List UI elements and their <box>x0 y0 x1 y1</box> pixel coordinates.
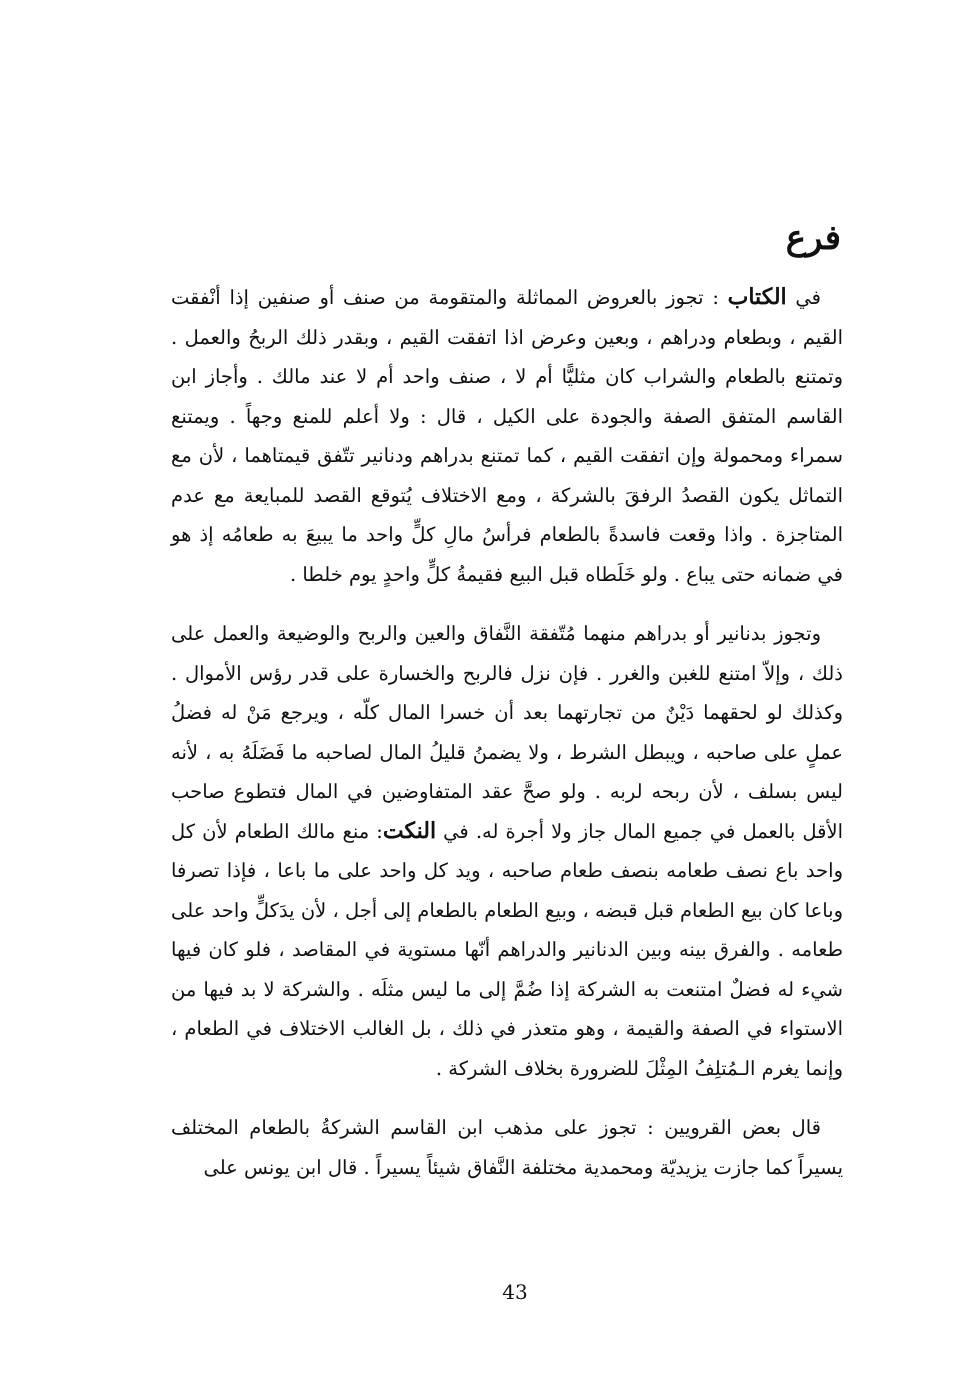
page-number: 43 <box>502 1280 528 1304</box>
keyword-al-nukat: النكت <box>382 817 437 844</box>
text-segment: : تجوز بالعروض المماثلة والمتقومة من صنف أو صنفين إذا أنْفقت القيم ، وبطعام ودراهم ، وبعين وعرض اذا اتفقت القيم ، وبقدر ذلك الربحُ والعمل . وتمتنع بالطعام والشراب كان مثليًّا أم لا ، صنف واحد أم لا عند مالك . وأجاز ابن القاسم المتفق الصفة والجودة على الكيل ، قال : ولا أعلم للمنع وجهاً . ويمتنع سمراء ومحمولة وإن اتفقت القيم ، كما تمتنع بدراهم ودنانير تتّفق قيمتاهما ، لأن مع التماثل يكون القصدُ الرفقَ بالشركة ، ومع الاختلاف يُتوقع القصد للمبايعة مع عدم المتاجزة . واذا وقعت فاسدةً بالطعام فرأسُ مالِ كلٍّ واحد ما يبيعَ به طعامُه إذ هو في ضمانه حتى يباع . ولو خَلَطاه قبل البيع فقيمةُ كلٍّ واحدٍ يوم خلطا . <box>171 286 843 586</box>
text-segment: في <box>786 286 821 309</box>
keyword-al-kitab: الكتاب <box>727 284 787 310</box>
paragraph <box>171 278 843 594</box>
paragraph <box>171 614 843 1088</box>
text-segment: قال بعض القرويين : تجوز على مذهب ابن القاسم الشركةُ بالطعام المختلف يسيراً كما جازت يزيديّة ومحمدية مختلفة النَّفاق شيئاً يسيراً . قال ابن يونس على <box>171 1116 843 1179</box>
paragraph <box>171 1108 843 1187</box>
section-heading: فرع <box>785 218 841 258</box>
text-body <box>171 278 843 1207</box>
text-segment: وتجوز بدنانير أو بدراهم منهما مُتّفقة النَّفاق والعين والربح والوضيعة والعمل على ذلك ، وإلاّ امتنع للغبن والغرر . فإن نزل فالربح والخسارة على قدر رؤس الأموال . وكذلك لو لحقهما دَيْنٌ من تجارتهما بعد أن خسرا المال كلّه ، ويرجع مَنْ له فضلُ عملٍ على صاحبه ، ويبطل الشرط ، ولا يضمنُ قليلُ المال لصاحبه ما فَضَلَهُ به ، لأنه ليس بسلف ، لأن ربحه لربه . ولو صحَّ عقد المتفاوضين في المال فتطوع صاحب الأقل بالعمل في جميع المال جاز ولا أجرة له. في <box>171 622 843 843</box>
text-segment: : منع مالك الطعام لأن كل واحد باع نصف طعامه بنصف طعام صاحبه ، ويد كل واحد على ما باعا ، فإذا تصرفا وباعا كان بيع الطعام قبل قبضه ، وبيع الطعام بالطعام إلى أجل ، لأن يدَكلٍّ واحد على طعامه . والفرق بينه وبين الدنانير والدراهم أنّها مستوية في المقاصد ، فلو كان فيها شيء له فضلٌ امتنعت به الشركة إذا ضُمَّ إلى ما ليس مثلَه . والشركة لا بد فيها من الاستواء في الصفة والقيمة ، وهو متعذر في ذلك ، بل الغالب الاختلاف في الطعام ، وإنما يغرم الـمُتلِفُ المِثْلَ للضرورة بخلاف الشركة . <box>171 819 843 1080</box>
